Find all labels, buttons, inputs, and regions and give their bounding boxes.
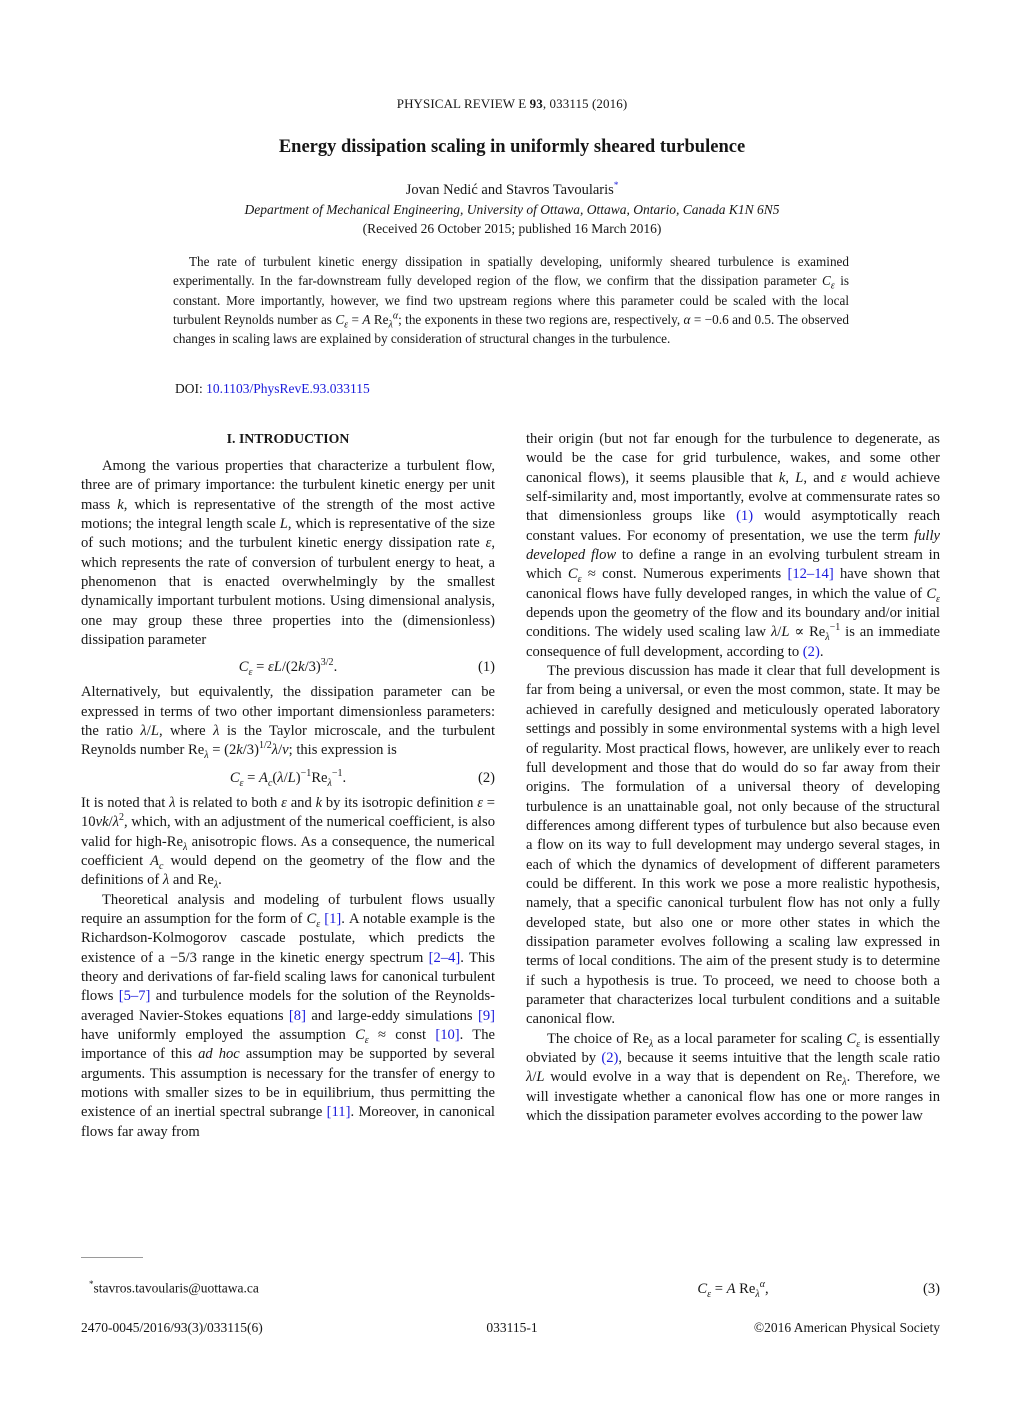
equation-1-number: (1) bbox=[477, 659, 495, 676]
equation-ref-2[interactable]: (2) bbox=[802, 643, 820, 660]
paragraph-intro-1: Among the various properties that characterize a turbulent flow, three are of primary importance: the turbulent kinetic energy per unit mass k, which is representative of the strength of the most active motions; the integral length scale L, which is representative of the size of such motions; and the turbulent kinetic energy dissipation rate ε, which represents the rate of conversion of turbulent energy to heat, a phenomenon that is enacted overwhelmingly by the smallest dynamically important turbulent motions. Using dimensional analysis, one may group these three properties into the (dimensionless) dissipation parameter bbox=[81, 458, 496, 649]
authors-line bbox=[0, 180, 1024, 199]
journal-article-info: , 033115 (2016) bbox=[542, 96, 628, 111]
equation-2-body: $C_\varepsilon = A_c(\lambda/L)^{-1}Re_\lambda^{-1}$. bbox=[229, 767, 347, 789]
author-footnote-link[interactable]: * bbox=[613, 180, 619, 190]
right-column bbox=[526, 430, 940, 1126]
citation-9[interactable]: [9] bbox=[477, 1007, 495, 1024]
footer-page-number: 033115-1 bbox=[486, 1320, 538, 1335]
received-published-dates: (Received 26 October 2015; published 16 March 2016) bbox=[362, 221, 662, 236]
footnote bbox=[89, 1279, 259, 1297]
journal-header bbox=[0, 96, 1024, 112]
paragraph-intro-6: The previous discussion has made it clear that full development is far from being a universal, or even the most common, state. It may be achieved in carefully designed and meticulously operated laboratory settings and possibly in some environmental systems with a high level of regularity. Most practical flows, however, are unlikely ever to reach full development and those that do would do so far away from their origins. The formulation of a universal theory of developing turbulence is an unattainable goal, not only because of the structural differences among different types of turbulence but also because even a flow on its way to full development may undergo several stages, in each of which the dynamics of development of different parameters could be different. In this work we pose a more realistic hypothesis, namely, that a specific canonical turbulent flow has not only a fully developed state, but also one or more other states in which the dissipation parameter evolves following a scaling law expressed in terms of local conditions. The aim of the present study is to determine if such a hypothesis is true. To proceed, we need to choose both a parameter that characterizes local turbulent conditions and a suitable canonical flow. bbox=[526, 663, 940, 1028]
equation-3-number: (3) bbox=[922, 1281, 940, 1297]
equation-2 bbox=[81, 767, 495, 789]
citation-2-4[interactable]: [2–4] bbox=[428, 949, 461, 966]
doi-label: DOI: bbox=[175, 381, 207, 396]
footnote-mark: * bbox=[89, 1279, 94, 1289]
journal-volume: 93 bbox=[529, 96, 543, 111]
equation-2-number: (2) bbox=[477, 769, 495, 786]
doi-line bbox=[175, 381, 370, 397]
footer-issn: 2470-0045/2016/93(3)/033115(6) bbox=[81, 1320, 263, 1335]
article-title: Energy dissipation scaling in uniformly sheared turbulence bbox=[278, 137, 746, 157]
author-names: Jovan Nedić and Stavros Tavoularis bbox=[405, 181, 614, 198]
citation-8[interactable]: [8] bbox=[288, 1007, 306, 1024]
equation-1 bbox=[81, 656, 495, 678]
equation-ref-1[interactable]: (1) bbox=[736, 508, 754, 525]
author-email-link[interactable]: stavros.tavoularis@uottawa.ca bbox=[93, 1280, 259, 1296]
citation-10[interactable]: [10] bbox=[435, 1026, 460, 1043]
paragraph-intro-5: their origin (but not far enough for the turbulence to degenerate, as would be the case for grid turbulence, wakes, and some other canonical flows), it seems plausible that k, L, and ε would achieve self-similarity and, most importantly, evolve at commensurate rates so that dimensionless groups like (1) would asymptotically reach constant values. For economy of presentation, we use the term fully developed flow to define a range in an evolving turbulent stream in which $C_\varepsilon$ ≈ const. Numerous experiments [12–14] have shown that canonical flows have fully developed ranges, in which the value of $C_\varepsilon$ depends upon the geometry of the flow and its boundary and/or initial conditions. The widely used scaling law $\lambda/L \propto Re_\lambda^{-1}$ is an immediate consequence of full development, according to (2). bbox=[526, 431, 940, 660]
citation-1[interactable]: [1] bbox=[324, 910, 342, 927]
paragraph-intro-4: Theoretical analysis and modeling of turbulent flows usually require an assumption for the form of $C_\varepsilon$ [1]. A notable example is the Richardson-Kolmogorov cascade postulate, which predicts the existence of a −5/3 range in the kinetic energy spectrum [2–4]. This theory and derivations of far-field scaling laws for canonical turbulent flows [5–7] and turbulence models for the solution of the Reynolds-averaged Navier-Stokes equations [8] and large-eddy simulations [9] have uniformly employed the assumption $C_\varepsilon$ ≈ const [10]. The importance of this ad hoc assumption may be supported by several arguments. This assumption is necessary for the transfer of energy to motions with smaller sizes to be in equilibrium, thus permitting the existence of an inertial spectral subrange [11]. Moreover, in canonical flows far away from bbox=[81, 891, 495, 1140]
left-column bbox=[81, 430, 495, 1142]
equation-1-body: $C_\varepsilon = \varepsilon L/(2k/3)^{3/2}$. bbox=[238, 657, 338, 679]
equation-3-body: $C_\varepsilon = A$ $Re_\lambda^\alpha$, bbox=[697, 1279, 769, 1300]
section-heading-introduction: I. INTRODUCTION bbox=[226, 431, 350, 446]
footer-copyright: ©2016 American Physical Society bbox=[753, 1320, 940, 1335]
equation-ref-2b[interactable]: (2) bbox=[601, 1050, 619, 1066]
citation-12-14[interactable]: [12–14] bbox=[787, 566, 834, 583]
abstract: The rate of turbulent kinetic energy dissipation in spatially developing, uniformly sheared turbulence is examined experimentally. In the far-downstream fully developed region of the flow, we confirm that the dissipation parameter $C_\varepsilon$ is constant. More importantly, however, we find two upstream regions where this parameter could be scaled with the local turbulent Reynolds number as $C_\varepsilon = A$ $Re_\lambda^\alpha$; the exponents in these two regions are, respectively, α = −0.6 and 0.5. The observed changes in scaling laws are explained by consideration of structural changes in the turbulence. bbox=[173, 254, 850, 347]
equation-3 bbox=[526, 1278, 940, 1300]
doi-link[interactable]: 10.1103/PhysRevE.93.033115 bbox=[206, 381, 370, 396]
footnote-divider bbox=[81, 1257, 143, 1258]
citation-11[interactable]: [11] bbox=[326, 1104, 351, 1121]
paragraph-intro-7: The choice of $Re_\lambda$ as a local parameter for scaling $C_\varepsilon$ is essentially obviated by (2), because it seems intuitive that the length scale ratio λ/L would evolve in a way that is dependent on $Re_\lambda$. Therefore, we will investigate whether a canonical flow has one or more ranges in which the dissipation parameter evolves according to the power law bbox=[526, 1030, 940, 1125]
affiliation: Department of Mechanical Engineering, University of Ottawa, Ottawa, Ontario, Canada K1N 6N5 bbox=[244, 202, 780, 217]
paragraph-intro-3: It is noted that λ is related to both ε and k by its isotropic definition $\varepsilon = 10\nu k/\lambda^2$, which, with an adjustment of the numerical coefficient, is also valid for high-$Re_\lambda$ anisotropic flows. As a consequence, the numerical coefficient $A_c$ would depend on the geometry of the flow and the definitions of λ and $Re_\lambda$. bbox=[81, 794, 496, 892]
paragraph-intro-2: Alternatively, but equivalently, the dissipation parameter can be expressed in terms of two other important dimensionless parameters: the ratio λ/L, where λ is the Taylor microscale, and the turbulent Reynolds number $Re_\lambda = (2k/3)^{1/2}\lambda/\nu$; this expression is bbox=[81, 684, 495, 762]
journal-name: PHYSICAL REVIEW E bbox=[396, 96, 530, 111]
citation-5-7[interactable]: [5–7] bbox=[118, 988, 151, 1005]
